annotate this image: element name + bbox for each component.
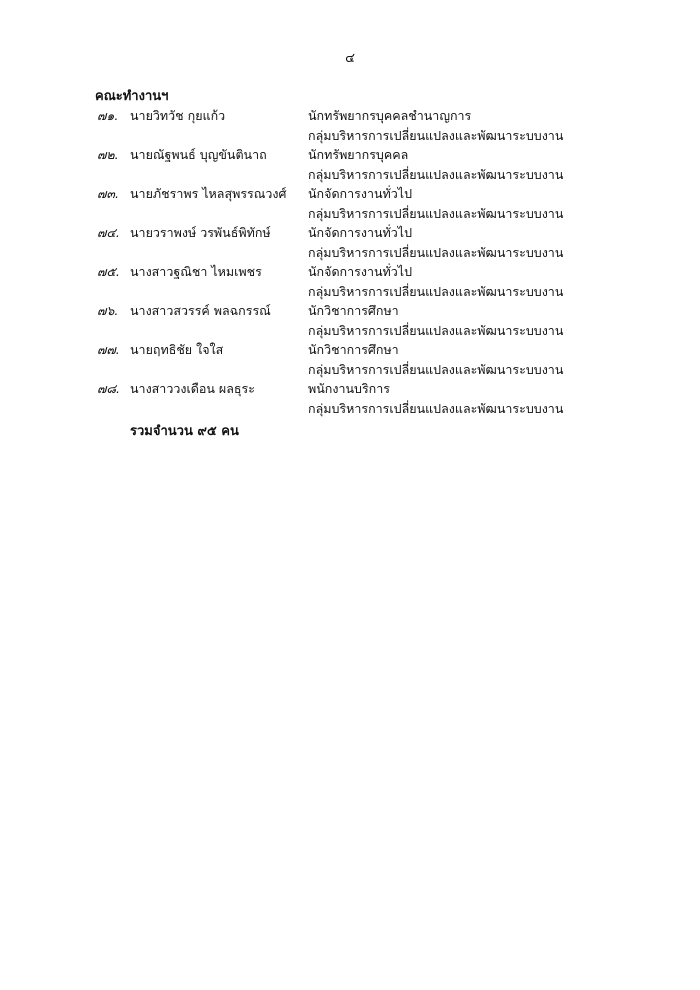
member-group: กลุ่มบริหารการเปลี่ยนแปลงและพัฒนาระบบงาน xyxy=(308,167,564,182)
member-group: กลุ่มบริหารการเปลี่ยนแปลงและพัฒนาระบบงาน xyxy=(308,401,564,416)
member-name: นางสาวสวรรค์ พลฉกรรณ์ xyxy=(130,303,271,318)
member-name: นายวิทวัช กุยแก้ว xyxy=(130,108,226,123)
item-number: ๗๓. xyxy=(97,186,119,201)
member-position: นักทรัพยากรบุคคลชำนาญการ xyxy=(308,108,472,123)
member-position: นักทรัพยากรบุคคล xyxy=(308,147,409,162)
item-number: ๗๑. xyxy=(97,108,119,123)
item-number: ๗๗. xyxy=(97,342,120,357)
list-item xyxy=(97,342,617,381)
item-number: ๗๘. xyxy=(97,381,121,396)
item-number: ๗๕. xyxy=(97,264,120,279)
page-number: ๔ xyxy=(345,51,355,66)
member-group: กลุ่มบริหารการเปลี่ยนแปลงและพัฒนาระบบงาน xyxy=(308,128,564,143)
list-item xyxy=(97,147,617,186)
member-group: กลุ่มบริหารการเปลี่ยนแปลงและพัฒนาระบบงาน xyxy=(308,362,564,377)
member-position: พนักงานบริการ xyxy=(308,381,390,396)
member-position: นักวิชาการศึกษา xyxy=(308,342,399,357)
item-number: ๗๖. xyxy=(97,303,119,318)
list-item xyxy=(97,225,617,264)
section-title: คณะทำงานฯ xyxy=(95,89,169,104)
member-name: นายฤทธิชัย ใจใส xyxy=(130,342,224,357)
member-position: นักจัดการงานทั่วไป xyxy=(308,186,413,201)
member-name: นางสาววงเดือน ผลธุระ xyxy=(130,381,255,396)
member-name: นายภัชราพร ไหลสุพรรณวงศ์ xyxy=(130,186,287,201)
member-name: นายวราพงษ์ วรพันธ์พิทักษ์ xyxy=(130,225,271,240)
member-group: กลุ่มบริหารการเปลี่ยนแปลงและพัฒนาระบบงาน xyxy=(308,284,564,299)
list-item xyxy=(97,303,617,342)
member-list xyxy=(97,108,617,420)
item-number: ๗๔. xyxy=(97,225,120,240)
member-group: กลุ่มบริหารการเปลี่ยนแปลงและพัฒนาระบบงาน xyxy=(308,245,564,260)
member-name: นางสาวฐณิชา ไหมเพชร xyxy=(130,264,262,279)
list-item xyxy=(97,381,617,420)
member-position: นักจัดการงานทั่วไป xyxy=(308,264,413,279)
member-position: นักวิชาการศึกษา xyxy=(308,303,399,318)
total-count: รวมจำนวน ๙๕ คน xyxy=(130,424,239,439)
member-group: กลุ่มบริหารการเปลี่ยนแปลงและพัฒนาระบบงาน xyxy=(308,323,564,338)
list-item xyxy=(97,186,617,225)
member-position: นักจัดการงานทั่วไป xyxy=(308,225,413,240)
list-item xyxy=(97,264,617,303)
member-group: กลุ่มบริหารการเปลี่ยนแปลงและพัฒนาระบบงาน xyxy=(308,206,564,221)
member-name: นายณัฐพนธ์ บุญขันตินาถ xyxy=(130,147,267,162)
list-item xyxy=(97,108,617,147)
item-number: ๗๒. xyxy=(97,147,119,162)
